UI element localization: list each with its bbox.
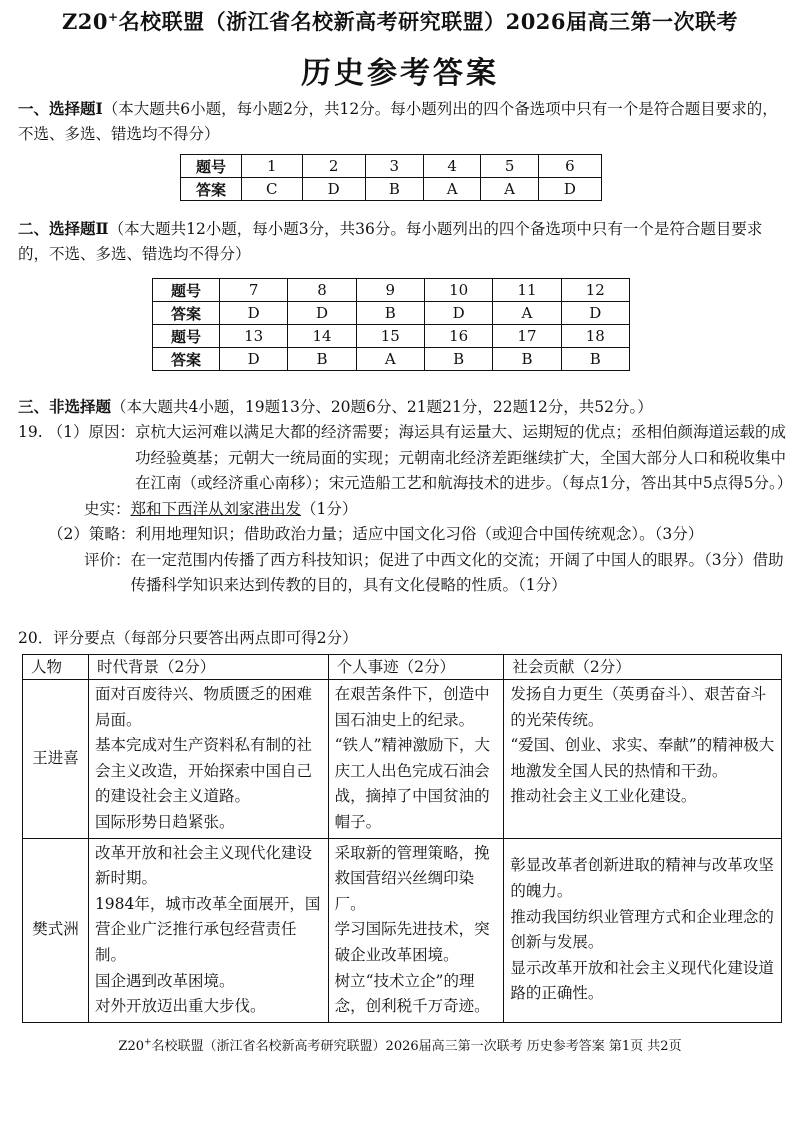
contribution-point: 推动社会主义工业化建设。	[510, 787, 697, 806]
q20-row-wang	[23, 680, 782, 839]
question-number: 14	[288, 325, 356, 348]
section1-answer-table	[180, 154, 602, 201]
person-name: 王进喜	[23, 680, 89, 839]
deed-point: “铁人”精神激励下，大庆工人出色完成石油会战，摘掉了中国贫油的帽子。	[334, 736, 490, 831]
section2-heading	[18, 216, 786, 267]
answer-cell: B	[493, 348, 561, 371]
section1-answer-row	[181, 178, 602, 201]
answer-cell: C	[242, 178, 303, 201]
deed-point: 树立“技术立企”的理念，创利税千万奇迹。	[334, 971, 490, 1016]
question-number: 8	[288, 279, 356, 302]
question-number: 17	[493, 325, 561, 348]
background-point: 面对百废待兴、物质匮乏的困难局面。	[94, 685, 312, 729]
question-number: 13	[220, 325, 288, 348]
background-point: 国企遇到改革困境。	[94, 971, 235, 990]
question-number: 12	[561, 279, 629, 302]
background-point: 对外开放迈出重大步伐。	[94, 997, 266, 1016]
contribution-point: 推动我国纺织业管理方式和企业理念的创新与发展。	[510, 907, 774, 952]
section1-label: 一、选择题Ⅰ	[18, 99, 103, 118]
question-number: 7	[220, 279, 288, 302]
question-number: 5	[481, 155, 538, 178]
deed-point: 采取新的管理策略，挽救国营绍兴丝绸印染厂。	[334, 843, 490, 913]
answer-cell: D	[424, 302, 492, 325]
row-label: 题号	[153, 325, 220, 348]
answer-cell: A	[493, 302, 561, 325]
contribution-point: “爱国、创业、求实、奉献”的精神极大地激发全国人民的热情和干劲。	[510, 736, 775, 780]
deeds-cell	[328, 680, 504, 839]
question-number: 16	[424, 325, 492, 348]
q20-row-fan	[23, 838, 782, 1022]
section1-heading	[18, 96, 786, 147]
answer-cell: B	[561, 348, 629, 371]
q20-header-deeds: 个人事迹（2分）	[328, 655, 504, 680]
q19-answer	[18, 420, 793, 599]
row-label: 答案	[153, 348, 220, 371]
answer-cell: D	[288, 302, 356, 325]
q20-header-contribution: 社会贡献（2分）	[504, 655, 782, 680]
section2-number-row	[153, 279, 630, 302]
row-label: 答案	[181, 178, 242, 201]
page-footer	[0, 1035, 800, 1054]
background-point: 国际形势日趋紧张。	[94, 812, 235, 831]
q19-fact-score: （1分）	[301, 499, 358, 518]
contribution-cell	[504, 838, 782, 1022]
section1-number-row	[181, 155, 602, 178]
footer-text: 名校联盟（浙江省名校新高考研究联盟）2026届高三第一次联考 历史参考答案 第1页 共2页	[151, 1039, 682, 1054]
background-point: 基本完成对生产资料私有制的社会主义改造，开始探索中国自己的建设社会主义道路。	[94, 736, 312, 806]
q19-part1-text: 京杭大运河难以满足大都的经济需要；海运具有运量大、运期短的优点；丞相伯颜海道运载的成功经验奠基；元朝大一统局面的实现；元朝南北经济差距继续扩大，全国大部分人口和税收集中在江南（或经济重心南移）；宋元造船工艺和航海技术的进步。（每点1分，答出其中5点得5分。）	[134, 423, 793, 492]
answer-cell: D	[538, 178, 601, 201]
question-number: 2	[302, 155, 365, 178]
section2-answer-table	[152, 278, 630, 371]
background-cell	[88, 838, 328, 1022]
question-number: 10	[424, 279, 492, 302]
section3-heading	[18, 394, 786, 420]
question-number: 1	[242, 155, 303, 178]
question-number: 6	[538, 155, 601, 178]
page-title: 历史参考答案	[301, 56, 499, 91]
question-number: 4	[423, 155, 480, 178]
q19-part1	[18, 420, 793, 497]
q20-table	[22, 654, 782, 1023]
q20-header-person: 人物	[23, 655, 89, 680]
background-point: 改革开放和社会主义现代化建设新时期。	[94, 843, 312, 888]
q19-fact-text: 郑和下西洋从刘家港出发	[130, 499, 302, 518]
footer-brand-sup: +	[144, 1037, 152, 1048]
row-label: 题号	[153, 279, 220, 302]
header-brand: Z20	[61, 9, 109, 34]
answer-cell: A	[423, 178, 480, 201]
background-cell	[88, 680, 328, 839]
answer-cell: D	[220, 302, 288, 325]
q19-eval	[18, 548, 788, 599]
answer-cell: B	[288, 348, 356, 371]
section1-desc: （本大题共6小题，每小题2分，共12分。每小题列出的四个备选项中只有一个是符合题目要求的，不选、多选、错选均不得分）	[18, 100, 778, 143]
answer-cell: B	[356, 302, 424, 325]
section3-desc: （本大题共4小题，19题13分、20题6分、21题21分，22题12分，共52分。）	[111, 398, 653, 416]
contribution-point: 显示改革开放和社会主义现代化建设道路的正确性。	[510, 958, 774, 1003]
q19-eval-text: 在一定范围内传播了西方科技知识；促进了中西文化的交流；开阔了中国人的眼界。（3分）借助传播科学知识来达到传教的目的，具有文化侵略的性质。（1分）	[130, 550, 784, 594]
q19-part2	[18, 522, 788, 548]
deed-point: 学习国际先进技术，突破企业改革困境。	[334, 920, 490, 964]
exam-header	[0, 6, 800, 36]
deeds-cell	[328, 838, 504, 1022]
section2-answer-row	[153, 302, 630, 325]
question-number: 15	[356, 325, 424, 348]
background-point: 1984年，城市改革全面展开，国营企业广泛推行承包经营责任制。	[94, 894, 321, 964]
question-number: 3	[365, 155, 423, 178]
section2-answer-row	[153, 348, 630, 371]
q19-fact	[18, 497, 788, 523]
answer-cell: D	[561, 302, 629, 325]
question-number: 9	[356, 279, 424, 302]
q19-part2-text: 利用地理知识；借助政治力量；适应中国文化习俗（或迎合中国传统观念）。（3分）	[135, 525, 704, 543]
footer-brand: Z20	[118, 1039, 144, 1054]
person-name: 樊式洲	[23, 838, 89, 1022]
section2-desc: （本大题共12小题，每小题3分，共36分。每小题列出的四个备选项中只有一个是符合题目要求的，不选、多选、错选均不得分）	[18, 220, 763, 263]
q19-part2-label: （2）策略：	[48, 525, 136, 543]
q20-header-background: 时代背景（2分）	[88, 655, 328, 680]
answer-cell: A	[356, 348, 424, 371]
section3-label: 三、非选择题	[18, 397, 112, 416]
q19-eval-label: 评价：	[84, 550, 131, 569]
header-brand-sup: +	[108, 10, 119, 24]
answer-cell: D	[220, 348, 288, 371]
answer-cell: D	[302, 178, 365, 201]
deed-point: 在艰苦条件下，创造中国石油史上的纪录。	[334, 685, 490, 729]
q19-part1-label: 19. （1）原因：	[18, 423, 135, 441]
answer-cell: B	[424, 348, 492, 371]
q20-intro: 20．评分要点（每部分只要答出两点即可得2分）	[18, 629, 358, 647]
question-number: 18	[561, 325, 629, 348]
answer-cell: A	[481, 178, 538, 201]
row-label: 题号	[181, 155, 242, 178]
answer-cell: B	[365, 178, 423, 201]
header-text: 名校联盟（浙江省名校新高考研究联盟）2026届高三第一次联考	[118, 9, 739, 34]
section2-number-row	[153, 325, 630, 348]
q20-header-row	[23, 655, 782, 680]
row-label: 答案	[153, 302, 220, 325]
section2-label: 二、选择题Ⅱ	[18, 219, 109, 238]
q19-fact-label: 史实：	[84, 499, 131, 518]
question-number: 11	[493, 279, 561, 302]
contribution-point: 发扬自力更生（英勇奋斗）、艰苦奋斗的光荣传统。	[510, 685, 767, 729]
contribution-point: 彰显改革者创新进取的精神与改革攻坚的魄力。	[510, 856, 774, 900]
contribution-cell	[504, 680, 782, 839]
